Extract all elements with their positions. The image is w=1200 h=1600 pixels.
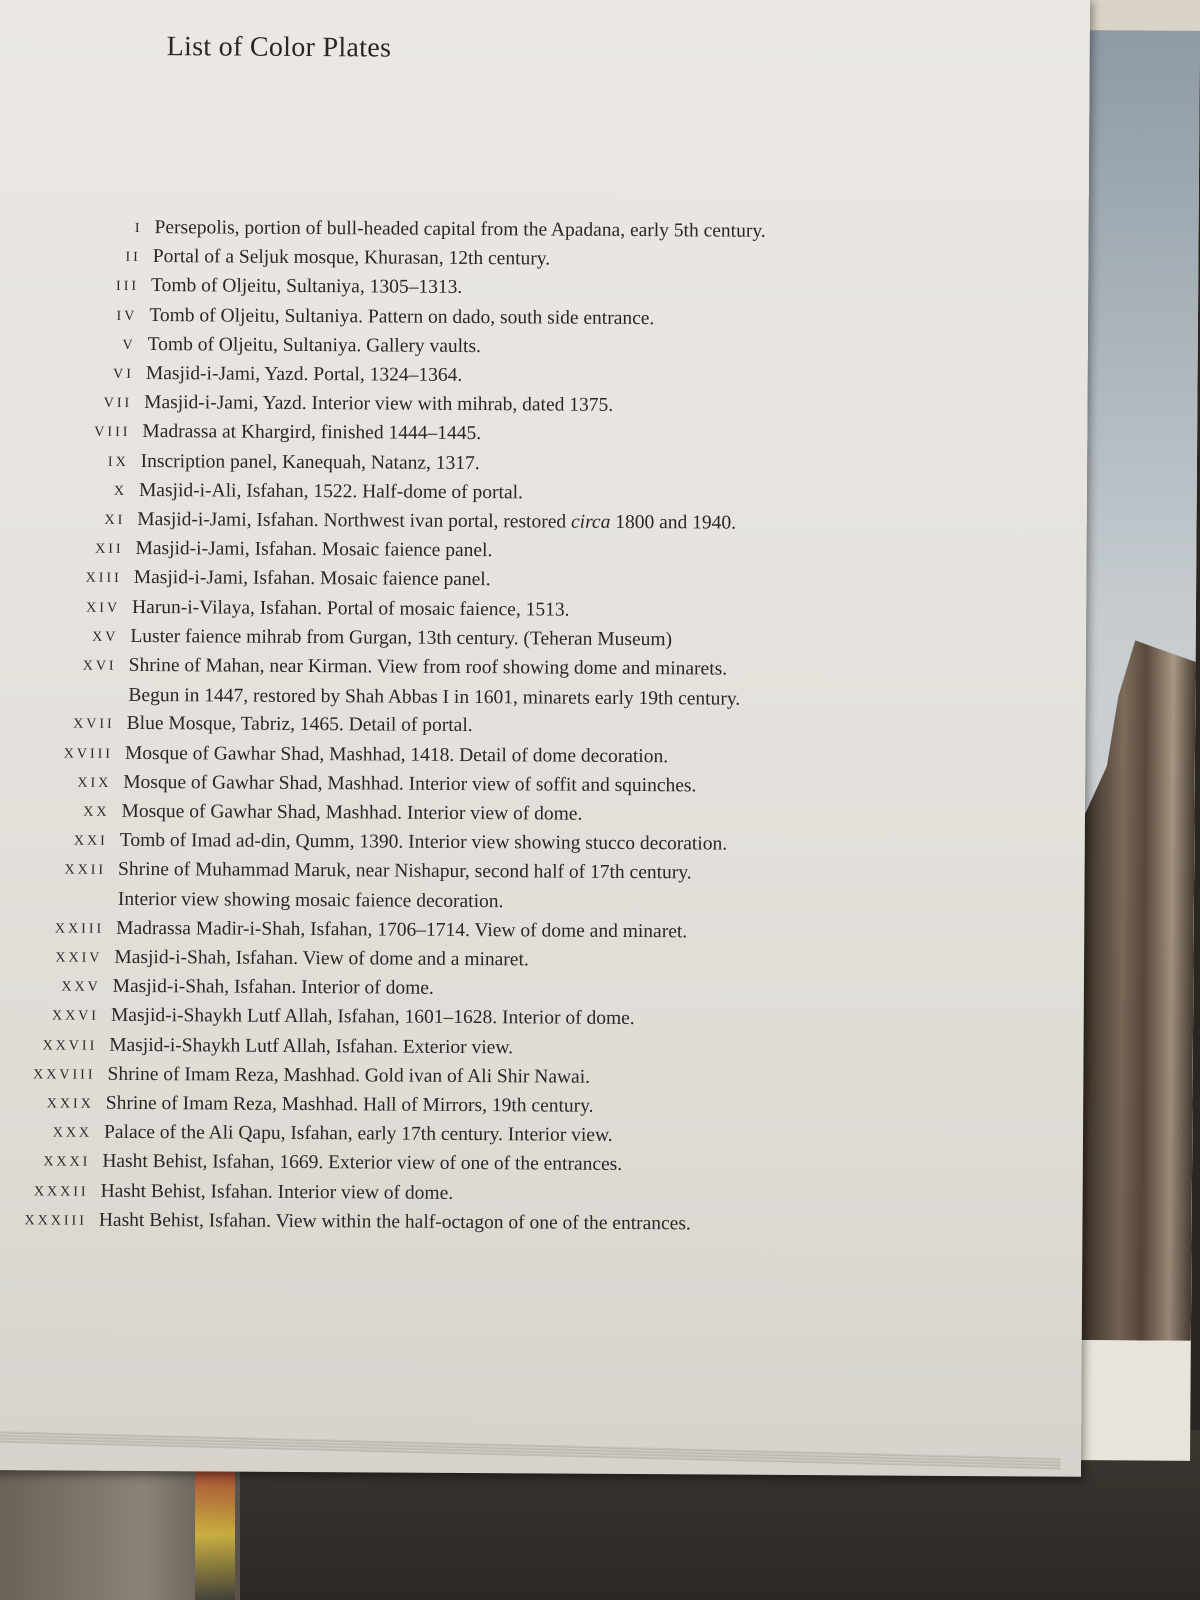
plate-caption: Portal of a Seljuk mosque, Khurasan, 12th century.	[152, 246, 551, 270]
plate-entry	[0, 562, 1036, 591]
plate-number: XII	[95, 541, 124, 558]
plate-number: XXII	[64, 862, 107, 879]
plate-number: XVII	[73, 716, 115, 733]
plate-caption: Masjid-i-Shah, Isfahan. Interior of dome.	[112, 976, 434, 999]
plate-number: XIII	[85, 571, 122, 587]
plate-caption: Tomb of Oljeitu, Sultaniya. Pattern on dado, south side entrance.	[149, 304, 655, 329]
plate-entry	[0, 1000, 1034, 1030]
background-object-stripe	[195, 1470, 235, 1600]
plate-number: X	[113, 483, 128, 499]
plate-caption: Masjid-i-Jami, Isfahan. Mosaic faience panel.	[133, 567, 491, 591]
plate-number: XXIV	[55, 950, 103, 966]
plate-number: I	[134, 220, 143, 236]
plate-number: XXV	[61, 979, 101, 995]
plate-caption	[137, 505, 736, 539]
plate-caption: Blue Mosque, Tabriz, 1465. Detail of portal.	[126, 713, 473, 737]
plate-caption: Mosque of Gawhar Shad, Mashhad. Interior view of dome.	[121, 800, 583, 825]
plate-entry	[0, 1205, 1033, 1235]
plate-entry	[0, 387, 1038, 417]
plate-caption: Madrassa at Khargird, finished 1444–1445.	[142, 421, 482, 445]
plate-caption: Shrine of Mahan, near Kirman. View from roof showing dome and minarets.	[128, 654, 728, 680]
plate-caption: Mosque of Gawhar Shad, Mashhad. Interior view of soffit and squinches.	[123, 771, 697, 797]
plate-entry	[0, 212, 1039, 242]
plate-number: XV	[92, 629, 119, 645]
plate-caption: Hasht Behist, Isfahan. Interior view of dome.	[100, 1180, 454, 1204]
plate-caption: Madrassa Madir-i-Shah, Isfahan, 1706–1714. View of dome and minaret.	[116, 917, 688, 943]
plate-caption: Shrine of Muhammad Maruk, near Nishapur, second half of 17th century.	[118, 859, 692, 884]
plate-number: II	[125, 250, 141, 266]
plate-number: XXXII	[33, 1183, 89, 1200]
plate-caption-part: 1800 and 1940.	[610, 511, 737, 534]
plate-caption: Palace of the Ali Qapu, Isfahan, early 17th century. Interior view.	[104, 1121, 613, 1147]
plate-caption: Shrine of Imam Reza, Mashhad. Gold ivan of Ali Shir Nawai.	[107, 1063, 591, 1088]
plate-entry	[0, 300, 1038, 329]
plate-number: VI	[113, 366, 134, 382]
plate-entry	[0, 1059, 1033, 1088]
plate-entry	[0, 913, 1034, 943]
plate-number: XIV	[86, 600, 121, 616]
plate-number: XXIX	[46, 1096, 94, 1112]
plate-number: III	[116, 279, 140, 295]
plate-caption: Tomb of Oljeitu, Sultaniya, 1305–1313.	[151, 275, 463, 299]
plate-caption-part: Masjid-i-Jami, Isfahan. Northwest ivan portal, restored	[137, 508, 572, 533]
plate-number: XXIII	[54, 921, 105, 937]
plate-caption: Masjid-i-Jami, Yazd. Portal, 1324–1364.	[145, 363, 463, 386]
plate-number: VII	[103, 395, 133, 412]
plate-entry	[0, 592, 1036, 621]
plate-caption: Inscription panel, Kanequah, Natanz, 1317.	[140, 450, 480, 474]
plate-entry	[0, 446, 1037, 474]
plate-number: IX	[107, 454, 129, 470]
plate-caption: Persepolis, portion of bull-headed capital from the Apadana, early 5th century.	[154, 217, 766, 242]
plate-number: XXXIII	[24, 1213, 87, 1229]
plate-caption: Shrine of Imam Reza, Mashhad. Hall of Mirrors, 19th century.	[105, 1092, 594, 1117]
plate-number: XXVII	[42, 1037, 98, 1054]
plate-caption-italic: circa	[570, 511, 611, 533]
plate-number: XIX	[77, 775, 112, 791]
plate-entry	[0, 738, 1035, 767]
plate-entry	[0, 358, 1038, 386]
plate-caption: Masjid-i-Shaykh Lutf Allah, Isfahan. Exterior view.	[109, 1034, 514, 1058]
plate-entry	[0, 475, 1037, 504]
plate-caption: Tomb of Oljeitu, Sultaniya. Gallery vaults.	[147, 333, 482, 357]
plate-number: XXX	[52, 1125, 93, 1141]
plate-caption: Hasht Behist, Isfahan. View within the half-octagon of one of the entrances.	[98, 1209, 691, 1235]
plate-caption: Tomb of Imad ad-din, Qumm, 1390. Interior view showing stucco decoration.	[119, 830, 728, 855]
plate-caption: Hasht Behist, Isfahan, 1669. Exterior view of one of the entrances.	[102, 1151, 623, 1176]
plate-number: V	[122, 337, 136, 353]
plate-caption: Masjid-i-Shaykh Lutf Allah, Isfahan, 1601–1628. Interior of dome.	[110, 1005, 635, 1030]
plate-caption: Harun-i-Vilaya, Isfahan. Portal of mosaic faience, 1513.	[132, 596, 570, 621]
plate-caption: Mosque of Gawhar Shad, Mashhad, 1418. Detail of dome decoration.	[124, 742, 669, 767]
plate-caption: Masjid-i-Shah, Isfahan. View of dome and a minaret.	[114, 946, 529, 971]
plate-number: XXXI	[43, 1154, 91, 1171]
plate-caption: Masjid-i-Jami, Isfahan. Mosaic faience panel.	[135, 538, 493, 562]
plate-number: XXI	[73, 833, 108, 849]
plate-number: XXVI	[51, 1008, 100, 1025]
plate-caption: Masjid-i-Ali, Isfahan, 1522. Half-dome of portal.	[138, 479, 524, 504]
plate-caption-continuation: Interior view showing mosaic faience decoration.	[117, 889, 504, 913]
plate-number: VIII	[94, 425, 131, 441]
plate-caption-continuation: Begun in 1447, restored by Shah Abbas I in 1601, minarets early 19th century.	[128, 684, 741, 710]
plate-number: XXVIII	[33, 1067, 96, 1083]
plate-caption: Masjid-i-Jami, Yazd. Interior view with mihrab, dated 1375.	[144, 392, 614, 417]
plate-number: XVIII	[63, 746, 114, 762]
page-title: List of Color Plates	[166, 31, 392, 64]
plate-number: XI	[104, 512, 126, 528]
plate-number: XVI	[82, 658, 117, 674]
plate-caption: Luster faience mihrab from Gurgan, 13th century. (Teheran Museum)	[130, 625, 673, 651]
plate-number: XX	[83, 804, 110, 820]
plate-number: IV	[116, 308, 138, 324]
